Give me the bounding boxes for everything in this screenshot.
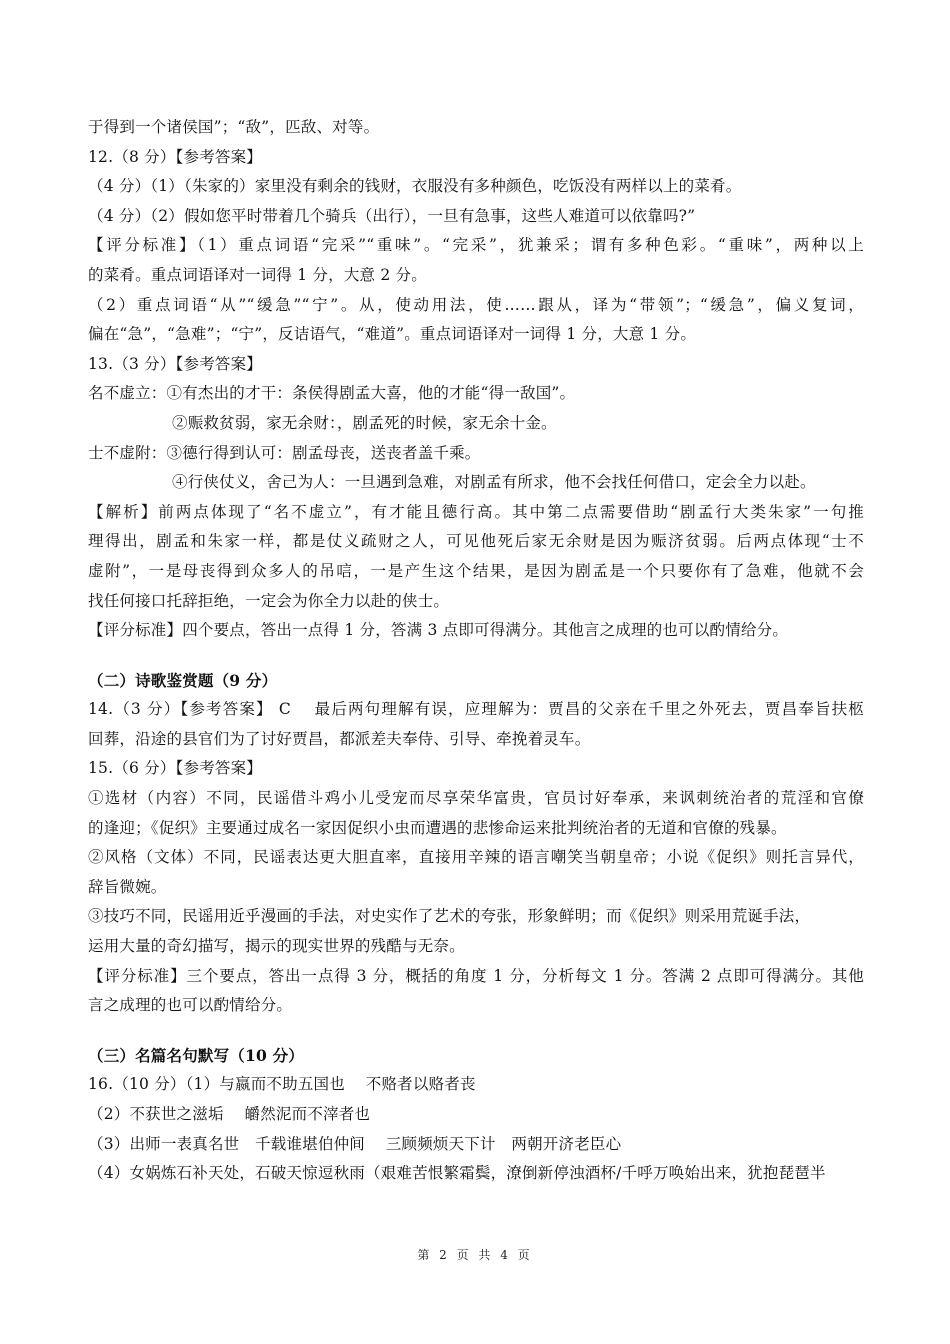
question-15-header: 15.（6 分）【参考答案】 xyxy=(88,759,262,778)
question-12-header: 12.（8 分）【参考答案】 xyxy=(88,147,262,166)
text-line: 偏在“急”，“急难”；“宁”，反诘语气，“难道”。重点词语译对一词得 1 分，大意 1 分。 xyxy=(88,325,697,344)
page-footer: 第 2 页 共 4 页 xyxy=(417,1248,533,1262)
text-line: 的菜肴。重点词语译对一词得 1 分，大意 2 分。 xyxy=(88,265,427,284)
text-line: 【评分标准】四个要点，答出一点得 1 分，答满 3 点即可得满分。其他言之成理的也可以酌情给分。 xyxy=(88,621,789,640)
text-line: （3）出师一表真名世 千载谁堪伯仲间 三顾频烦天下计 两朝开济老臣心 xyxy=(88,1134,622,1153)
text-line: 辞旨微婉。 xyxy=(88,877,167,896)
document-page xyxy=(88,113,864,1189)
question-14-header: 14.（3 分）【参考答案】 C 最后两句理解有误，应理解为：贾昌的父亲在千里之外死去，贾昌奉旨扶柩 xyxy=(88,700,864,719)
text-line: 【评分标准】三个要点，答出一点得 3 分，概括的角度 1 分，分析每文 1 分。答满 2 点即可得满分。其他 xyxy=(88,966,864,985)
text-line: 【解析】前两点体现了“名不虚立”，有才能且德行高。其中第二点需要借助“剧孟行大类朱家”一句推 xyxy=(88,502,864,521)
text-line: （2）重点词语“从”“缓急”“宁”。从，使动用法，使……跟从，译为“带领”；“缓急”，偏义复词， xyxy=(88,295,864,314)
text-line: 名不虚立：①有杰出的才干：条侯得剧孟大喜，他的才能“得一敌国”。 xyxy=(88,384,576,403)
text-line: ②赈救贫弱，家无余财：，剧孟死的时候，家无余十金。 xyxy=(172,413,557,432)
section-heading-recitation: （三）名篇名句默写（10 分） xyxy=(88,1045,304,1065)
text-line: 虚附”，一是母丧得到众多人的吊唁，一是产生这个结果，是因为剧孟是一个只要你有了急难，他就不会 xyxy=(88,561,864,580)
text-line: 的逢迎；《促织》主要通过成名一家因促织小虫而遭遇的悲惨命运来批判统治者的无道和官僚的残暴。 xyxy=(88,818,787,837)
text-line: 【评分标准】（1）重点词语“完采”“重味”。“完采”，犹兼采；谓有多种色彩。“重味”，两种以上 xyxy=(88,236,864,255)
text-line: （4 分）（1）（朱家的）家里没有剩余的钱财，衣服没有多种颜色，吃饭没有两样以上的菜肴。 xyxy=(88,177,742,196)
text-line: 理得出，剧孟和朱家一样，都是仗义疏财之人，可见他死后家无余财是因为赈济贫弱。后两点体现“士不 xyxy=(88,532,864,551)
text-line: ④行侠仗义，舍己为人：一旦遇到急难，对剧孟有所求，他不会找任何借口，定会全力以赴。 xyxy=(172,473,816,492)
text-line: （4 分）（2）假如您平时带着几个骑兵（出行），一旦有急事，这些人难道可以依靠吗?” xyxy=(88,206,696,225)
text-line: （2）不获世之滋垢 皭然泥而不滓者也 xyxy=(88,1105,371,1123)
text-line: 于得到一个诸侯国”；“敌”，匹敌、对等。 xyxy=(88,118,380,136)
text-line: 言之成理的也可以酌情给分。 xyxy=(88,996,293,1015)
text-line: ②风格（文体）不同，民谣表达更大胆直率，直接用辛辣的语言嘲笑当朝皇帝；小说《促织》则托言异代， xyxy=(88,848,864,867)
question-13-header: 13.（3 分）【参考答案】 xyxy=(88,354,262,373)
text-line: ③技巧不同，民谣用近乎漫画的手法，对史实作了艺术的夸张，形象鲜明；而《促织》则采用荒诞手法， xyxy=(88,907,811,926)
text-line: 运用大量的奇幻描写，揭示的现实世界的残酷与无奈。 xyxy=(88,937,465,956)
text-line: 士不虚附：③德行得到认可：剧孟母丧，送丧者盖千乘。 xyxy=(88,443,481,462)
text-line: （4）女娲炼石补天处，石破天惊逗秋雨（艰难苦恨繁霜鬓，潦倒新停浊酒杯/千呼万唤始出来，犹抱琵琶半 xyxy=(88,1164,826,1183)
text-line: 回葬，沿途的县官们为了讨好贾昌，都派差夫奉侍、引导、牵挽着灵车。 xyxy=(88,729,591,748)
question-16-header: 16.（10 分）（1）与嬴而不助五国也 不赂者以赂者丧 xyxy=(88,1075,476,1094)
section-heading-poetry: （二）诗歌鉴赏题（9 分） xyxy=(88,670,278,690)
text-line: ①选材（内容）不同，民谣借斗鸡小儿受宠而尽享荣华富贵，官员讨好奉承，来讽刺统治者的荒淫和官僚 xyxy=(88,789,864,808)
text-line: 找任何接口托辞拒绝，一定会为你全力以赴的侠士。 xyxy=(88,591,450,610)
